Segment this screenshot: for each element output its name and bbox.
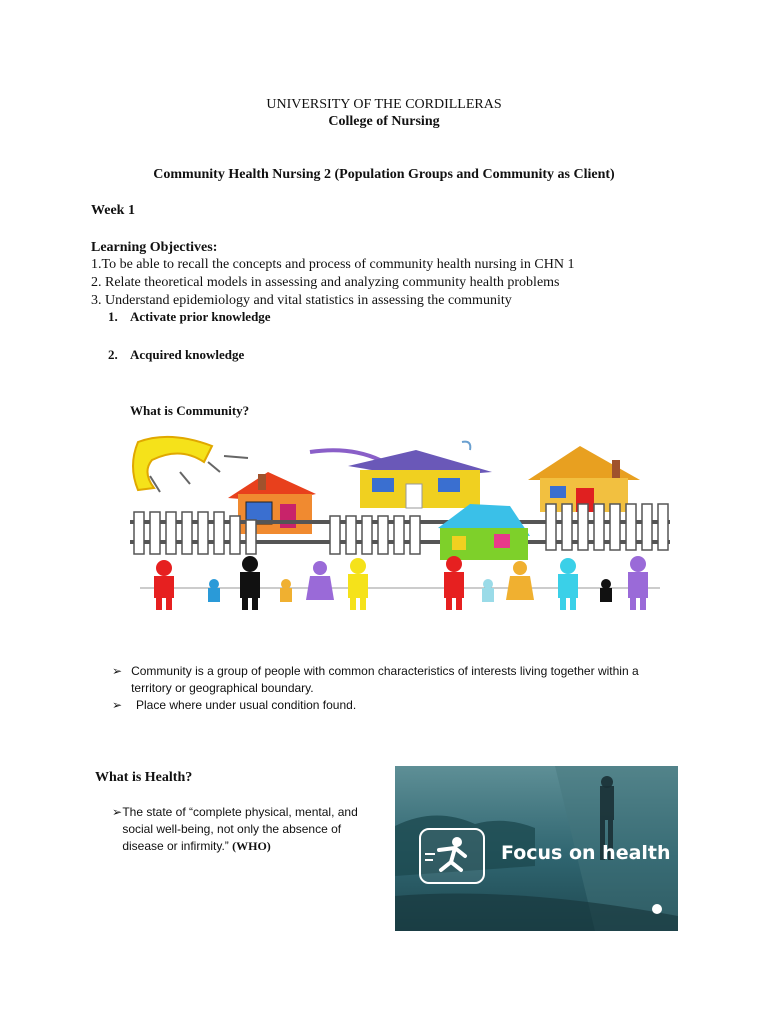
objective-item: 1.To be able to recall the concepts and process of community health nursing in CHN 1	[91, 257, 575, 272]
health-heading: What is Health?	[95, 770, 193, 785]
university-name: UNIVERSITY OF THE CORDILLERAS	[266, 97, 502, 112]
community-illustration	[120, 432, 680, 617]
sun-icon	[133, 437, 248, 492]
house-green	[438, 504, 530, 560]
image-caption: Focus on health	[501, 842, 671, 864]
health-definition	[122, 804, 384, 855]
bullet-arrow-icon: ➢	[112, 698, 123, 712]
course-title: Community Health Nursing 2 (Population Groups and Community as Client)	[153, 167, 615, 182]
people-chain	[140, 556, 660, 610]
objective-item: 2. Relate theoretical models in assessing and analyzing community health problems	[91, 275, 560, 290]
week-label: Week 1	[91, 203, 135, 218]
community-heading: What is Community?	[130, 403, 250, 418]
logo-icon	[652, 904, 662, 914]
numbered-item-acquired	[108, 347, 244, 363]
item-number: 1.	[108, 309, 118, 324]
bullet-arrow-icon: ➢	[112, 664, 123, 678]
bullet-text: Community is a group of people with common characteristics of interests living together within a territory or geographical boundary.	[131, 664, 639, 695]
house-right	[528, 446, 640, 512]
item-label: Activate prior knowledge	[130, 309, 271, 324]
item-number: 2.	[108, 347, 118, 362]
definition-text: The state of “complete physical, mental, and social well-being, not only the absence of disease or infirmity.”	[122, 805, 358, 853]
objective-item: 3. Understand epidemiology and vital statistics in assessing the community	[91, 293, 512, 308]
objectives-heading: Learning Objectives:	[91, 240, 218, 255]
bullet-arrow-icon: ➢	[112, 805, 123, 819]
community-bullet	[112, 663, 682, 697]
focus-on-health-image	[395, 766, 678, 931]
definition-source: (WHO)	[232, 839, 271, 853]
health-bullet	[112, 804, 384, 855]
numbered-item-activate	[108, 309, 271, 325]
house-yellow	[348, 450, 492, 508]
runner-icon	[419, 828, 485, 884]
college-name: College of Nursing	[328, 114, 440, 129]
bullet-text: Place where under usual condition found.	[136, 698, 357, 712]
community-bullet	[112, 697, 682, 714]
house-orange	[228, 472, 316, 534]
item-label: Acquired knowledge	[130, 347, 245, 362]
